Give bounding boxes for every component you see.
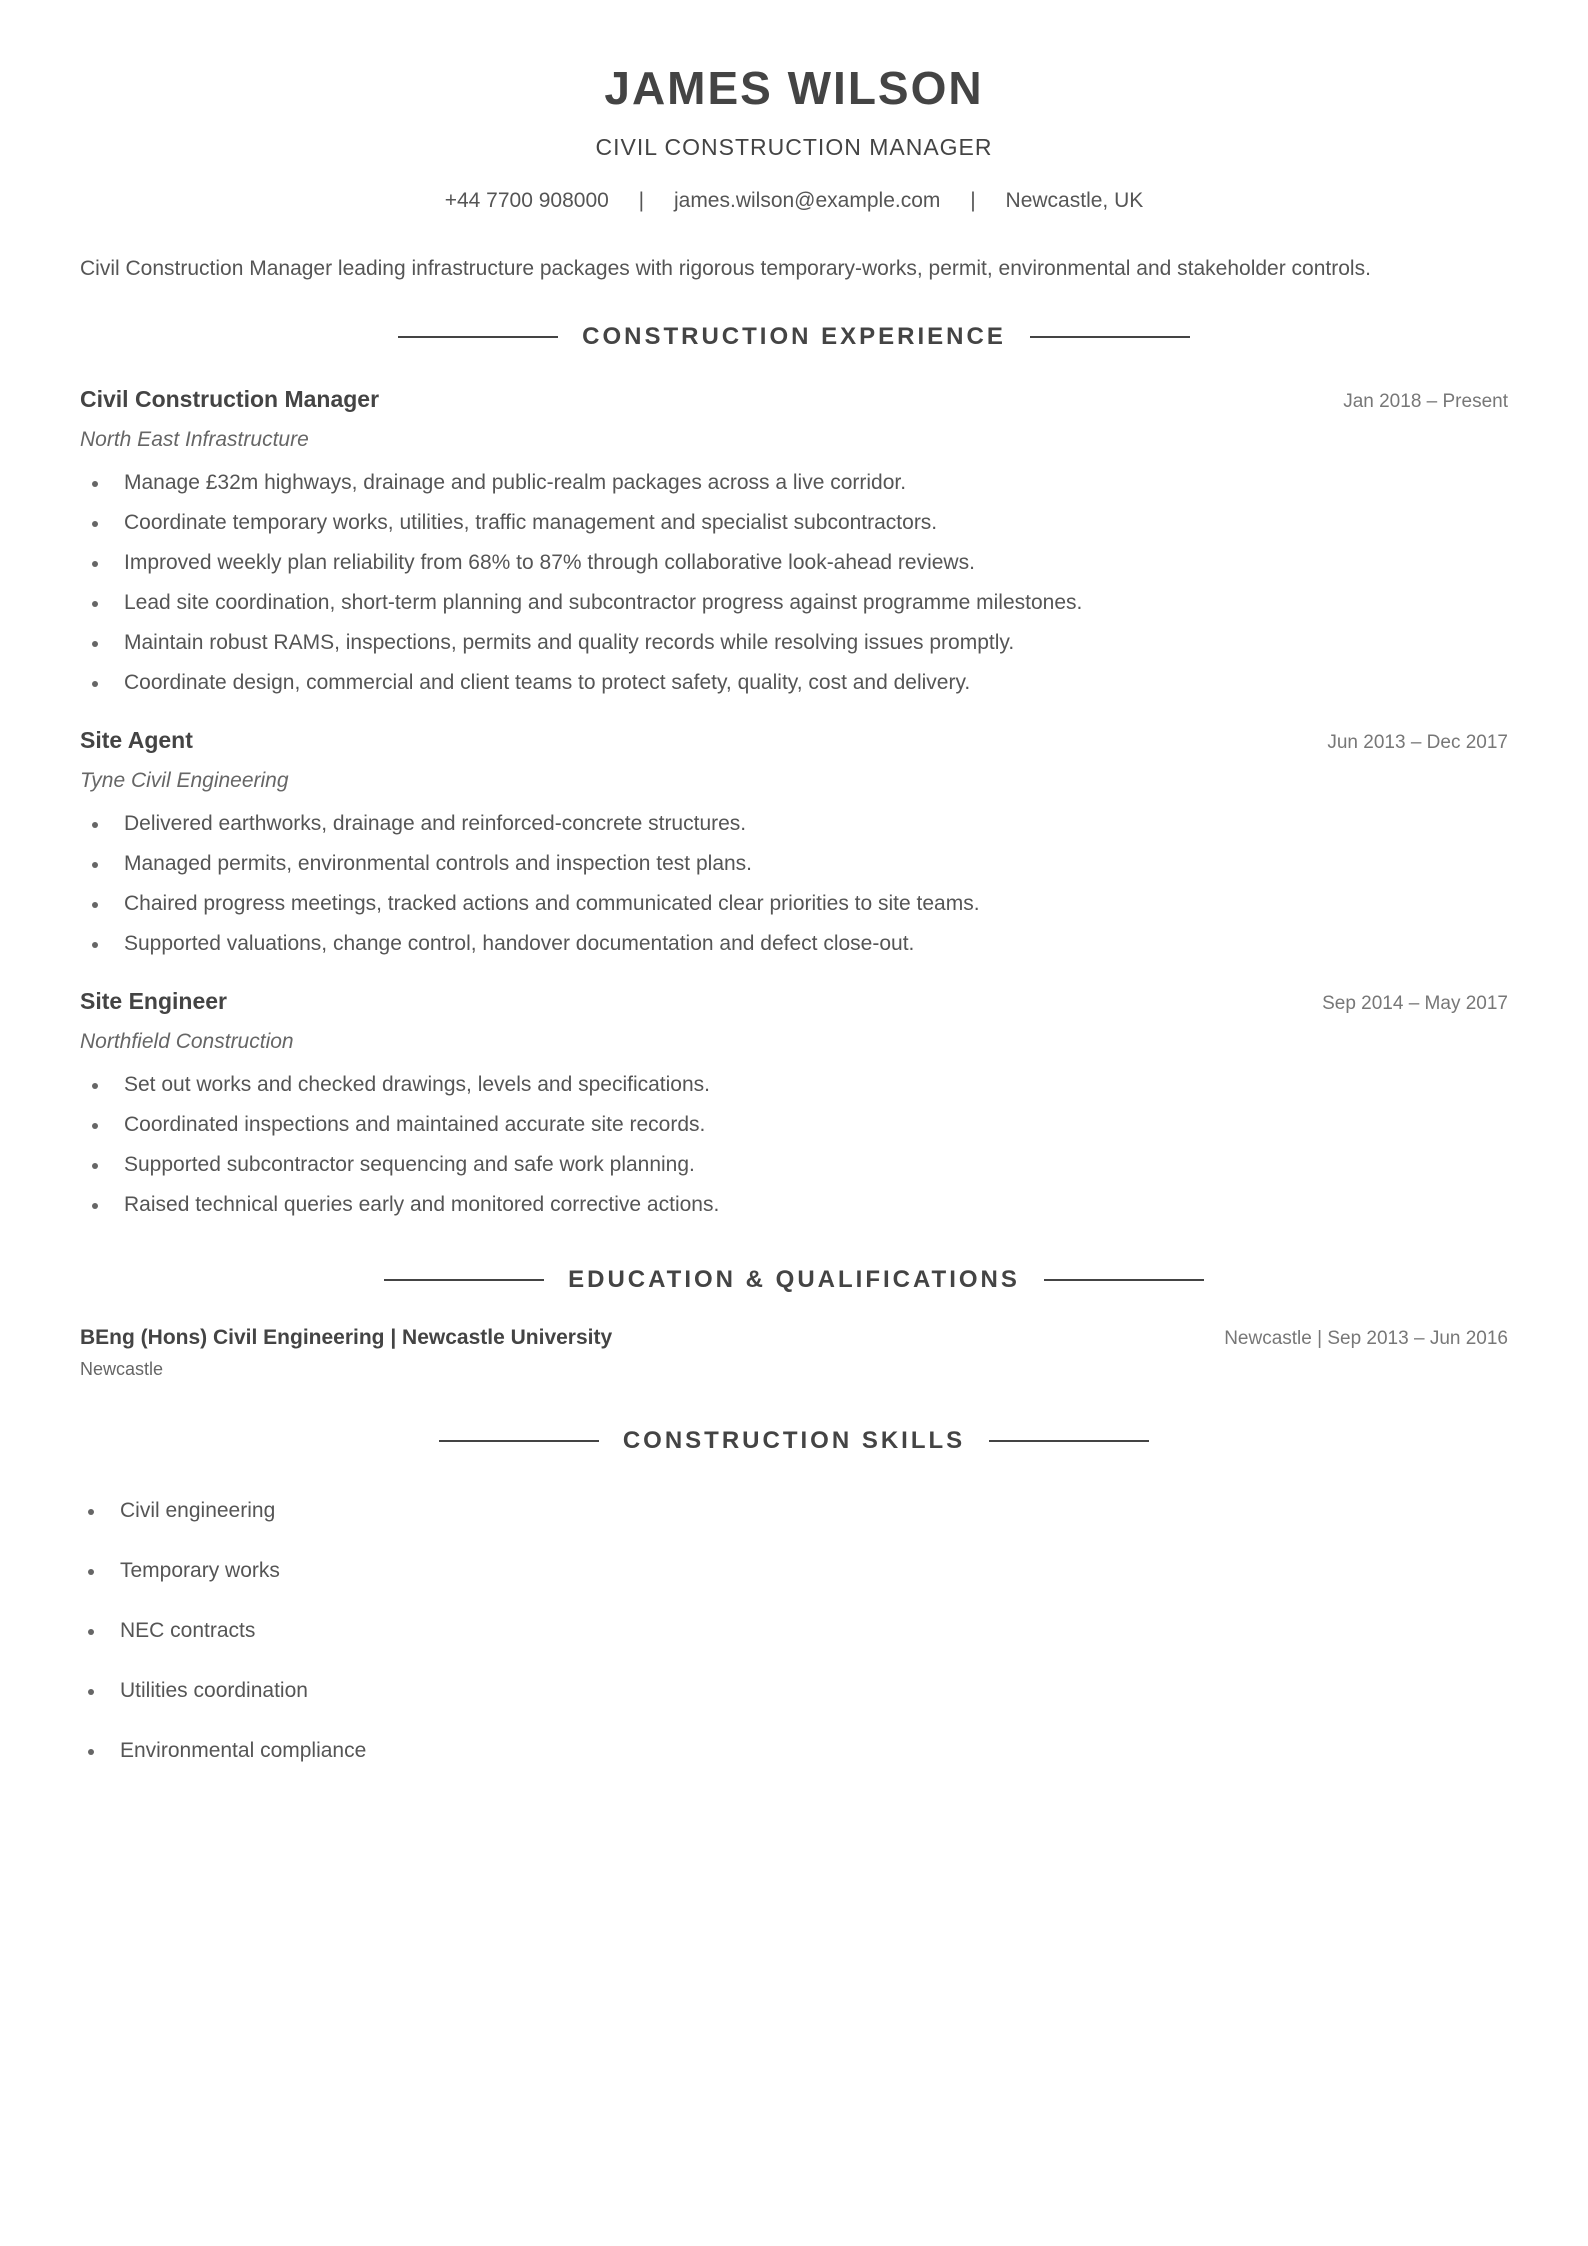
- job-bullet: Manage £32m highways, drainage and public-realm packages across a live corridor.: [124, 463, 1508, 503]
- education-entry: [80, 1323, 1508, 1382]
- contact-phone: +44 7700 908000: [444, 189, 609, 212]
- contact-email: james.wilson@example.com: [673, 189, 941, 212]
- job-bullets: [80, 804, 1508, 964]
- job-header: [80, 725, 1508, 758]
- profile-summary: Civil Construction Manager leading infrastructure packages with rigorous temporary-works, permit, environmental and stakeholder controls.: [80, 257, 1371, 280]
- education-degree: BEng (Hons) Civil Engineering | Newcastle University: [80, 1326, 613, 1349]
- experience-heading-label: CONSTRUCTION EXPERIENCE: [582, 323, 1006, 350]
- candidate-name: JAMES WILSON: [604, 62, 984, 114]
- heading-rule-right: [989, 1440, 1149, 1442]
- skill-item: Utilities coordination: [120, 1676, 1508, 1706]
- job-company: Tyne Civil Engineering: [80, 769, 289, 792]
- skill-item: Environmental compliance: [120, 1736, 1508, 1766]
- contact-separator: |: [638, 189, 645, 212]
- job-bullets: [80, 463, 1508, 703]
- heading-rule-right: [1044, 1279, 1204, 1281]
- job-bullet: Managed permits, environmental controls and inspection test plans.: [124, 844, 1508, 884]
- job-title: Site Agent: [80, 727, 193, 753]
- job-title: Civil Construction Manager: [80, 386, 380, 412]
- job-dates: Sep 2014 – May 2017: [1322, 993, 1508, 1014]
- job-bullet: Maintain robust RAMS, inspections, permits and quality records while resolving issues promptly.: [124, 623, 1508, 663]
- heading-rule-right: [1030, 336, 1190, 338]
- job-bullet: Set out works and checked drawings, levels and specifications.: [124, 1065, 1508, 1105]
- job-bullet: Supported valuations, change control, handover documentation and defect close-out.: [124, 924, 1508, 964]
- job-bullets: [80, 1065, 1508, 1225]
- education-location-dates: Newcastle | Sep 2013 – Jun 2016: [1224, 1328, 1508, 1349]
- candidate-title: CIVIL CONSTRUCTION MANAGER: [595, 134, 993, 160]
- job-bullet: Chaired progress meetings, tracked actions and communicated clear priorities to site teams.: [124, 884, 1508, 924]
- job-dates: Jun 2013 – Dec 2017: [1327, 732, 1508, 753]
- job-bullet: Lead site coordination, short-term planning and subcontractor progress against programme milestones.: [124, 583, 1508, 623]
- job-bullet: Coordinate design, commercial and client teams to protect safety, quality, cost and delivery.: [124, 663, 1508, 703]
- heading-rule-left: [384, 1279, 544, 1281]
- education-header: [80, 1323, 1508, 1354]
- education-location: Newcastle: [80, 1359, 164, 1379]
- job-bullet: Coordinate temporary works, utilities, traffic management and specialist subcontractors.: [124, 503, 1508, 543]
- job-company: North East Infrastructure: [80, 428, 309, 451]
- skills-list: [80, 1496, 1508, 1766]
- job-entry: [80, 986, 1508, 1225]
- job-bullet: Supported subcontractor sequencing and safe work planning.: [124, 1145, 1508, 1185]
- job-bullet: Coordinated inspections and maintained accurate site records.: [124, 1105, 1508, 1145]
- experience-section-heading: [80, 322, 1508, 352]
- job-header: [80, 384, 1508, 417]
- skills-section-heading: [80, 1426, 1508, 1456]
- job-bullet: Raised technical queries early and monitored corrective actions.: [124, 1185, 1508, 1225]
- skill-item: NEC contracts: [120, 1616, 1508, 1646]
- skill-item: Temporary works: [120, 1556, 1508, 1586]
- contact-location: Newcastle, UK: [1005, 189, 1144, 212]
- job-bullet: Improved weekly plan reliability from 68% to 87% through collaborative look-ahead reviews.: [124, 543, 1508, 583]
- heading-rule-left: [439, 1440, 599, 1442]
- job-entry: [80, 384, 1508, 703]
- skill-item: Civil engineering: [120, 1496, 1508, 1526]
- job-entry: [80, 725, 1508, 964]
- heading-rule-left: [398, 336, 558, 338]
- contact-line: [80, 186, 1508, 216]
- job-header: [80, 986, 1508, 1019]
- contact-separator: |: [970, 189, 976, 212]
- job-dates: Jan 2018 – Present: [1343, 391, 1508, 412]
- skills-heading-label: CONSTRUCTION SKILLS: [622, 1427, 966, 1454]
- job-title: Site Engineer: [80, 988, 227, 1014]
- education-heading-label: EDUCATION & QUALIFICATIONS: [568, 1266, 1020, 1293]
- job-company: Northfield Construction: [80, 1030, 294, 1053]
- job-bullet: Delivered earthworks, drainage and reinforced-concrete structures.: [124, 804, 1508, 844]
- education-section-heading: [80, 1265, 1508, 1295]
